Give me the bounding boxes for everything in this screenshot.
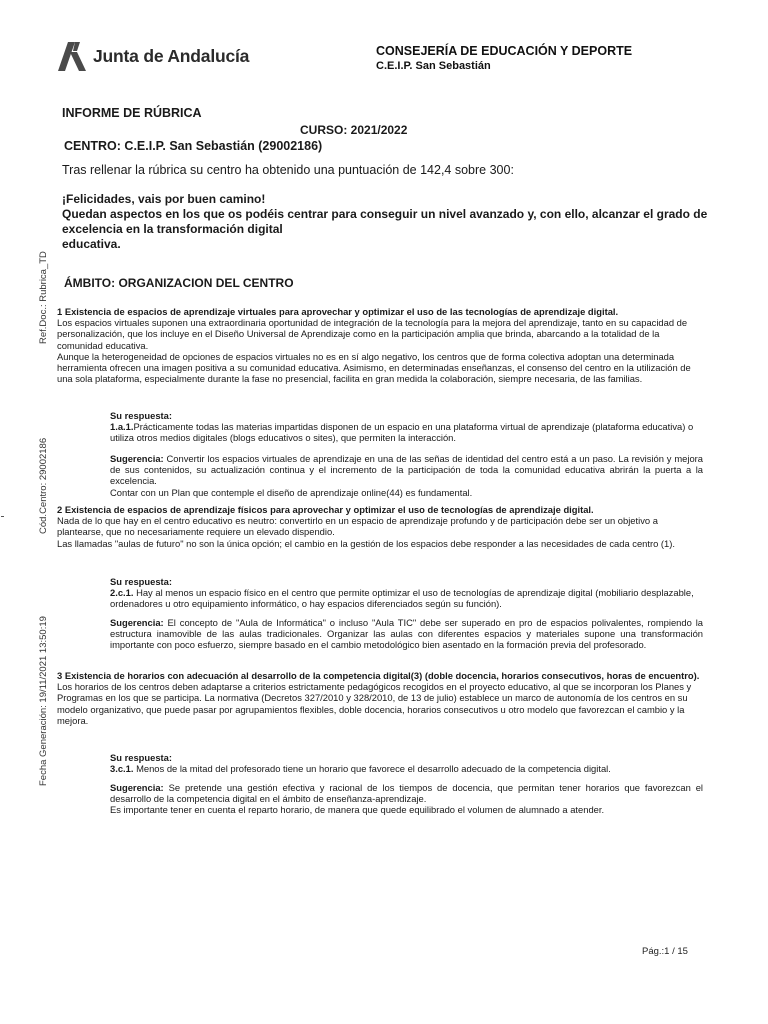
junta-andalucia-logo-icon xyxy=(56,40,88,72)
suggestion-text-2: Es importante tener en cuenta el reparto horario, de manera que quede equilibrado el volumen de alumnado a atender. xyxy=(110,804,605,816)
response-label: Su respuesta: xyxy=(110,576,172,587)
header-institution xyxy=(376,44,632,72)
suggestion-1 xyxy=(110,453,703,498)
response-1 xyxy=(110,410,703,444)
item-heading: 3 Existencia de horarios con adecuación al desarrollo de la competencia digital(3) (doble docencia, horarios consecutivos, horas de encuentro). xyxy=(57,670,700,681)
suggestion-label: Sugerencia: xyxy=(110,782,164,793)
congrats-block xyxy=(62,192,712,252)
header-subtitle: C.E.I.P. San Sebastián xyxy=(376,60,491,72)
side-fecha-generacion: Fecha Generación: 19/11/2021 13:50:19 xyxy=(38,616,49,786)
response-code: 1.a.1. xyxy=(110,421,134,433)
rubric-item-3 xyxy=(57,670,703,726)
side-ref-doc: Ref.Doc.: Rubrica_TD xyxy=(38,251,49,344)
item-heading: 2 Existencia de espacios de aprendizaje físicos para aprovechar y optimizar el uso de tecnologías de aprendizaje digital. xyxy=(57,504,594,515)
rubric-item-1 xyxy=(57,306,703,384)
side-cod-centro: Cód.Centro: 29002186 xyxy=(38,437,49,534)
response-text: Hay al menos un espacio físico en el centro que permite optimizar el uso de tecnologías de aprendizaje digital (mobiliario desplazable, ordenadores u otro equipamiento informático, o hay espacios diferenciados según su función). xyxy=(110,587,694,610)
suggestion-text: Se pretende una gestión efectiva y racional de los tiempos de docencia, que permitan tener horarios que favorezcan el desarrollo de la competencia digital en el ámbito de enseñanza-aprendizaje. xyxy=(110,782,703,805)
suggestion-label: Sugerencia: xyxy=(110,453,164,464)
suggestion-text: Convertir los espacios virtuales de aprendizaje en una de las señas de identidad del centro está a un paso. La revisión y mejora de sus contenidos, su actualización continua y el incremento de la participación de toda la comunidad educativa abrirán la puerta a la excelencia. xyxy=(110,453,703,487)
response-text: Menos de la mitad del profesorado tiene un horario que favorece el desarrollo adecuado de la competencia digital. xyxy=(133,763,611,775)
logo-junta-andalucia xyxy=(56,40,249,72)
congrats-line-1: ¡Felicidades, vais por buen camino! xyxy=(62,192,266,206)
suggestion-label: Sugerencia: xyxy=(110,617,164,628)
response-label: Su respuesta: xyxy=(110,410,172,421)
report-title: INFORME DE RÚBRICA xyxy=(62,106,202,120)
suggestion-2 xyxy=(110,617,703,651)
response-2 xyxy=(110,576,703,610)
item-body: Los horarios de los centros deben adaptarse a criterios estrictamente pedagógicos recogidos en el proyecto educativo, al que se incorporan los Planes y Programas en los que se participa. La normativa (Decretos 327/2010 y 328/2010, de 13 de julio) establece un marco de autonomía de los centros en su modelo organizativo, que puede pasar por agrupamientos flexibles, doble docencia, horarios consecutivos u otro modelo que favorezcan el cambio y la mejora. xyxy=(57,681,692,726)
item-body: Las llamadas "aulas de futuro" no son la única opción; el cambio en la gestión de los espacios debe responder a las necesidades de cada centro (1). xyxy=(57,537,675,549)
suggestion-text: El concepto de "Aula de Informática" o incluso "Aula TIC" debe ser superado en pro de espacios polivalentes, rompiendo la estructura inamovible de las aulas tradicionales. Organizar las aulas con diferentes espacios y materiales supone una transformación importante con poco esfuerzo, siempre basado en el cambio metodológico bien asentado en la formación previa del profesorado. xyxy=(110,617,703,651)
report-center: CENTRO: C.E.I.P. San Sebastián (29002186) xyxy=(64,139,323,153)
report-intro: Tras rellenar la rúbrica su centro ha obtenido una puntuación de 142,4 sobre 300: xyxy=(62,163,514,177)
response-3 xyxy=(110,752,703,774)
response-code: 2.c.1. xyxy=(110,587,134,599)
response-text: Prácticamente todas las materias impartidas disponen de un espacio en una plataforma virtual de aprendizaje (plataforma educativa) o utiliza otros medios digitales (blogs educativos o sites), que permiten la interacción. xyxy=(110,421,694,444)
item-body: Nada de lo que hay en el centro educativo es neutro: convertirlo en un espacio de aprendizaje profundo y de participación debe ser un objetivo a plantearse, que no necesariamente requiere un elevado dispendio. xyxy=(57,515,658,538)
item-body: Los espacios virtuales suponen una extraordinaria oportunidad de integración de la tecnología para la mejora del aprendizaje, tanto en su capacidad de personalización, que los incluye en el Diseño Universal de Aprendizaje como en la participación amplia que brinda, abarcando a la totalidad de la comunidad educativa. xyxy=(57,317,688,351)
rubric-item-2 xyxy=(57,504,703,549)
congrats-line-2: Quedan aspectos en los que os podéis centrar para conseguir un nivel avanzado y, con ello, alcanzar el grado de excelencia en la transformación digital xyxy=(62,207,708,236)
page-number: Pág.:1 / 15 xyxy=(642,946,688,957)
suggestion-text-2: Contar con un Plan que contemple el diseño de aprendizaje online(44) es fundamental. xyxy=(110,486,473,498)
response-label: Su respuesta: xyxy=(110,752,172,763)
response-code: 3.c.1. xyxy=(110,763,134,775)
congrats-line-3: educativa. xyxy=(62,237,121,251)
margin-mark xyxy=(1,516,4,517)
ambito-heading: ÁMBITO: ORGANIZACION DEL CENTRO xyxy=(64,276,294,290)
report-course: CURSO: 2021/2022 xyxy=(300,123,408,137)
logo-text: Junta de Andalucía xyxy=(93,45,250,66)
item-heading: 1 Existencia de espacios de aprendizaje virtuales para aprovechar y optimizar el uso de las tecnologías de aprendizaje digital. xyxy=(57,306,619,317)
header-title: CONSEJERÍA DE EDUCACIÓN Y DEPORTE xyxy=(376,44,633,58)
item-body: Aunque la heterogeneidad de opciones de espacios virtuales no es en sí algo negativo, los centros que de forma colectiva adoptan una determinada herramienta ofrecen una imagen positiva a su comunidad educativa. Asimismo, en determinadas enseñanzas, el consenso del centro en la utilización de una sola plataforma, especialmente durante la fase no presencial, facilita en gran medida la colaboración, siempre necesaria, de las familias. xyxy=(57,350,691,385)
suggestion-3 xyxy=(110,782,703,816)
